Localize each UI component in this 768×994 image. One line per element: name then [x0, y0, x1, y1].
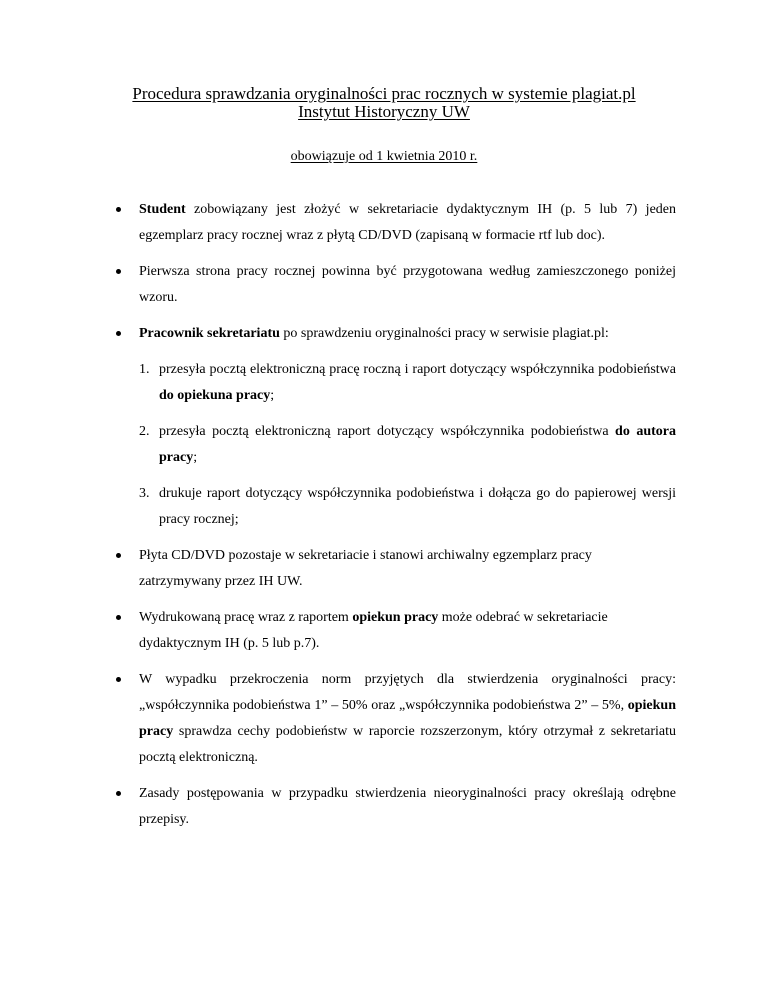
list-item-first-page — [139, 259, 676, 311]
bullet-icon — [116, 791, 121, 796]
item-text: zobowiązany jest złożyć w sekretariacie dydaktycznym IH (p. 5 lub 7) jeden egzemplarz pracy rocznej wraz z płytą CD/DVD (zapisaną w formacie rtf lub doc). — [139, 202, 676, 243]
bullet-icon — [116, 615, 121, 620]
list-item-secretary — [139, 321, 676, 533]
list-item-student — [139, 197, 676, 249]
bullet-icon — [116, 677, 121, 682]
item-text-end: sprawdza cechy podobieństw w raporcie rozszerzonym, który otrzymał z sekretariatu pocztą elektroniczną. — [139, 724, 676, 765]
step-item — [139, 419, 676, 471]
step-text: przesyła pocztą elektroniczną raport dotyczący współczynnika podobieństwa — [159, 424, 616, 439]
item-text: Zasady postępowania w przypadku stwierdzenia nieoryginalności pracy określają odrębne przepisy. — [139, 786, 676, 827]
secretary-steps — [139, 357, 676, 533]
item-text: Płyta CD/DVD pozostaje w sekretariacie i stanowi archiwalny egzemplarz pracy zatrzymywany przez IH UW. — [139, 548, 592, 589]
step-bold: do autora pracy — [159, 424, 677, 465]
step-number: 3. — [139, 486, 150, 501]
item-text: po sprawdzeniu oryginalności pracy w serwisie plagiat.pl: — [279, 326, 609, 341]
bullet-icon — [116, 553, 121, 558]
document-title: Procedura sprawdzania oryginalności prac rocznych w systemie plagiat.pl — [132, 84, 636, 103]
item-text: Wydrukowaną pracę wraz z raportem — [139, 610, 353, 625]
item-bold-label: Student — [139, 202, 186, 217]
document-subtitle: Instytut Historyczny UW — [298, 102, 470, 121]
item-bold-label: Pracownik sekretariatu — [139, 326, 280, 341]
bullet-icon — [116, 207, 121, 212]
list-item-norms — [139, 667, 676, 771]
step-number: 1. — [139, 362, 150, 377]
item-bold-label: opiekun pracy — [139, 698, 676, 739]
step-bold: do opiekuna pracy — [159, 388, 271, 403]
bullet-icon — [116, 331, 121, 336]
step-text-end: ; — [193, 450, 198, 465]
list-item-printed-work — [139, 605, 676, 657]
step-item — [139, 357, 676, 409]
bullet-icon — [116, 269, 121, 274]
procedure-list — [139, 197, 676, 843]
item-bold-label: opiekun pracy — [352, 610, 439, 625]
step-text: przesyła pocztą elektroniczną pracę roczną i raport dotyczący współczynnika podobieństwa — [159, 362, 676, 377]
list-item-cd-dvd — [139, 543, 676, 595]
item-text-end: może odebrać w sekretariacie dydaktycznym IH (p. 5 lub p.7). — [139, 610, 608, 651]
step-text-end: ; — [270, 388, 275, 403]
step-number: 2. — [139, 424, 150, 439]
list-item-rules — [139, 781, 676, 833]
step-text: drukuje raport dotyczący współczynnika podobieństwa i dołącza go do papierowej wersji pracy rocznej; — [159, 486, 676, 527]
effective-date: obowiązuje od 1 kwietnia 2010 r. — [290, 149, 478, 164]
item-text: W wypadku przekroczenia norm przyjętych dla stwierdzenia oryginalności pracy: „współczynnika podobieństwa 1” – 50% oraz „współczynnika podobieństwa 2” – 5%, — [139, 672, 676, 713]
step-item — [139, 481, 676, 533]
item-text: Pierwsza strona pracy rocznej powinna być przygotowana według zamieszczonego poniżej wzoru. — [139, 264, 676, 305]
